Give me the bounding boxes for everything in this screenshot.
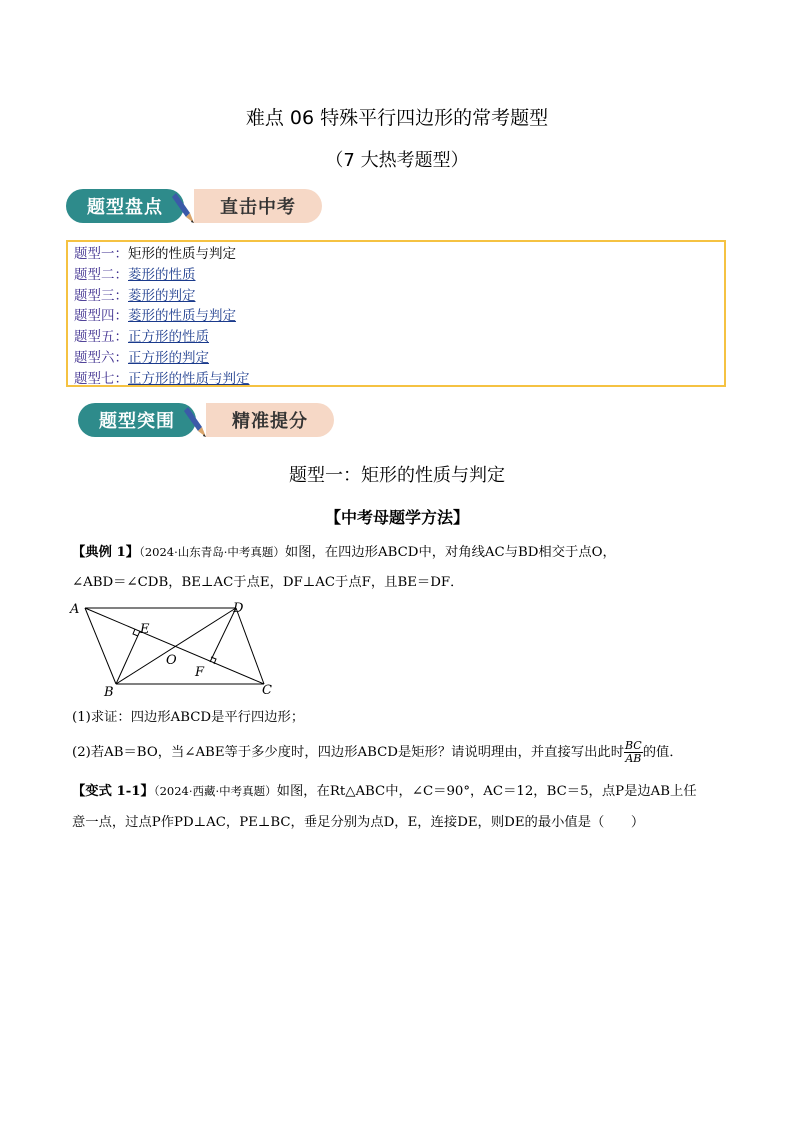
side-dc [236, 608, 264, 684]
variant-text: 如图，在Rt△ABC中，∠C＝90°，AC＝12，BC＝5，点P是边AB上任 [276, 784, 697, 799]
question-2-text: (2)若AB＝BO，当∠ABE等于多少度时，四边形ABCD是矩形？请说明理由，并直接写出此时 [72, 745, 625, 760]
label-b: B [104, 685, 114, 698]
example-label: 【典例 1】 [72, 545, 140, 560]
variant-source: （2024·西藏·中考真题） [153, 784, 277, 798]
topic-item[interactable] [74, 265, 718, 286]
example-source: （2024·山东青岛·中考真题） [139, 545, 285, 559]
topic-key: 题型六： [74, 349, 128, 366]
method-heading: 【中考母题学方法】 [324, 508, 469, 527]
example-text: 如图，在四边形ABCD中，对角线AC与BD相交于点O， [284, 545, 616, 560]
topic-key: 题型三： [74, 287, 128, 304]
banner-right-label: 直击中考 [194, 189, 322, 223]
fraction-numerator: BC [625, 739, 642, 752]
fraction-denominator: AB [625, 752, 642, 765]
variant-label: 【变式 1-1】 [72, 784, 154, 799]
banner-left-label: 题型突围 [78, 403, 196, 437]
question-2-suffix: 的值． [642, 745, 683, 760]
topic-link[interactable]: 正方形的性质 [128, 329, 209, 346]
example-1-question-1: (1)求证：四边形ABCD是平行四边形； [72, 710, 305, 725]
topic-link[interactable]: 矩形的性质与判定 [128, 246, 236, 262]
topic-item[interactable] [74, 306, 718, 327]
topic-item[interactable] [74, 244, 718, 265]
banner-right-label: 精准提分 [206, 403, 334, 437]
banner-left-label: 题型盘点 [66, 189, 184, 223]
label-d: D [233, 601, 244, 616]
topic-link[interactable]: 正方形的判定 [128, 349, 209, 366]
example-1-question-2 [72, 740, 732, 765]
banner-type-overview [66, 185, 336, 229]
label-e: E [140, 622, 150, 637]
variant-1-1-statement [72, 781, 732, 802]
topic-item[interactable] [74, 286, 718, 307]
topic-link[interactable]: 菱形的判定 [128, 287, 196, 304]
label-c: C [262, 683, 272, 698]
parallelogram-figure [66, 598, 282, 698]
topic-key: 题型七： [74, 370, 128, 387]
example-1-conditions: ∠ABD＝∠CDB，BE⊥AC于点E，DF⊥AC于点F，且BE＝DF． [72, 575, 464, 590]
topic-item[interactable] [74, 327, 718, 348]
topic-key: 题型五： [74, 329, 128, 346]
topic-link[interactable]: 正方形的性质与判定 [128, 370, 250, 387]
ratio-fraction [624, 740, 643, 765]
topic-key: 题型四： [74, 308, 128, 325]
topic-key: 题型一： [74, 246, 128, 262]
topic-link[interactable]: 菱形的性质与判定 [128, 308, 236, 325]
topic-link[interactable]: 菱形的性质 [128, 266, 196, 283]
label-a: A [70, 602, 80, 617]
variant-1-1-continuation: 意一点，过点P作PD⊥AC，PE⊥BC，垂足分别为点D，E，连接DE，则DE的最小值是（ ） [72, 815, 645, 830]
topic-list [66, 240, 726, 387]
topic-item[interactable] [74, 369, 718, 390]
topic-item[interactable] [74, 348, 718, 369]
topic-key: 题型二： [74, 266, 128, 283]
section-heading: 题型一：矩形的性质与判定 [289, 465, 505, 486]
banner-type-breakthrough [78, 399, 348, 443]
label-o: O [166, 653, 177, 668]
label-f: F [195, 665, 205, 680]
document-title: 难点 06 特殊平行四边形的常考题型 [245, 107, 549, 129]
document-subtitle: （7 大热考题型） [325, 150, 469, 171]
example-1-statement [72, 542, 732, 563]
